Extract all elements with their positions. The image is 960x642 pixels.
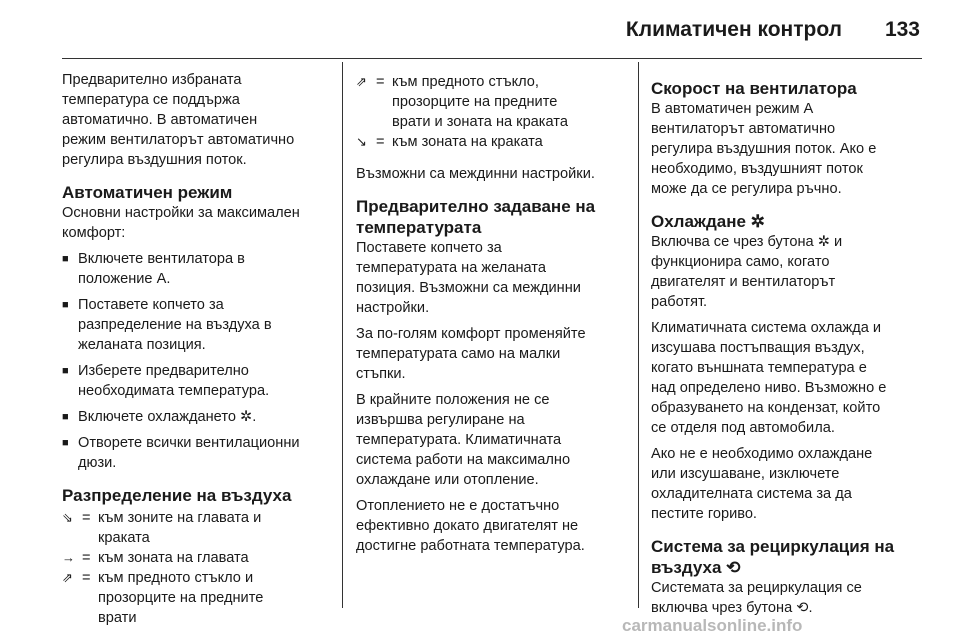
head-airflow-icon: → bbox=[62, 550, 75, 565]
fan-speed-text: В автоматичен режим A вентилаторът автоматично регулира въздушния поток. Ако е необходимо, въздушният поток може да се регулира ръчно. bbox=[651, 101, 877, 197]
cooling-heading: Охлаждане ✲ bbox=[651, 212, 765, 231]
intro-paragraph: Предварително избраната температура се поддържа автоматично. В автоматичен режим вентилаторът автоматично регулира въздушния поток. bbox=[62, 72, 295, 168]
watermark: carmanualsonline.info bbox=[622, 616, 803, 635]
windscreen-airflow-icon: ⇗ bbox=[62, 570, 73, 585]
definition-row bbox=[356, 132, 628, 152]
recirculation-heading: Система за рециркулация на въздуха ⟲ bbox=[651, 537, 895, 577]
column-divider-2 bbox=[638, 62, 639, 608]
air-distribution-list bbox=[62, 508, 334, 628]
air-distribution-list-continued bbox=[356, 72, 628, 152]
cooling-text: Климатичната система охлажда и изсушава постъпващия въздух, когато външната температура е над определено ниво. Възможно е образуването на кондензат, който се отделя под автомобила. bbox=[651, 320, 887, 436]
definition-row bbox=[356, 72, 628, 132]
definition-text: към зоните на главата и краката bbox=[98, 510, 262, 546]
page-number: 133 bbox=[884, 18, 920, 41]
comfort-text: За по-голям комфорт променяйте температурата само на малки стъпки. bbox=[356, 326, 586, 382]
preset-temperature-heading: Предварително задаване на температурата bbox=[356, 197, 596, 237]
definition-row bbox=[62, 568, 334, 628]
intermediate-settings-note: Възможни са междинни настройки. bbox=[356, 166, 595, 182]
step-item: ■ Изберете предварително необходимата температура. bbox=[62, 361, 334, 401]
header-rule bbox=[62, 58, 922, 59]
column-2 bbox=[356, 70, 628, 562]
equals-sign: = bbox=[376, 74, 385, 90]
extreme-positions-text: В крайните положения не се извършва регулиране на температурата. Климатичната система работи на максимално охлаждане или отопление. bbox=[356, 392, 571, 488]
column-1 bbox=[62, 70, 334, 634]
air-distribution-heading: Разпределение на въздуха bbox=[62, 486, 292, 505]
step-item: ■ Отворете всички вентилационни дюзи. bbox=[62, 433, 334, 473]
equals-sign: = bbox=[82, 550, 91, 566]
definition-text: към зоната на краката bbox=[392, 134, 543, 150]
head-feet-airflow-icon: ⇘ bbox=[62, 510, 73, 525]
auto-mode-steps bbox=[62, 249, 334, 473]
page-header-title: Климатичен контрол bbox=[625, 18, 842, 41]
heating-text: Отоплението не е достатъчно ефективно докато двигателят не достигне работната температура. bbox=[356, 498, 585, 554]
step-item: ■ Включете вентилатора в положение A. bbox=[62, 249, 334, 289]
cooling-text: Включва се чрез бутона ✲ и функционира само, когато двигателят и вентилаторът работят. bbox=[651, 234, 843, 310]
recirculation-text: Системата за рециркулация се включва чрез бутона ⟲. bbox=[651, 580, 862, 616]
step-item: ■ Поставете копчето за разпределение на въздуха в желаната позиция. bbox=[62, 295, 334, 355]
windscreen-feet-airflow-icon: ⇗ bbox=[356, 74, 367, 89]
step-item: ■ Включете охлаждането ✲. bbox=[62, 407, 334, 427]
cooling-text: Ако не е необходимо охлаждане или изсушаване, изключете охладителната система за да пестите гориво. bbox=[651, 446, 873, 522]
auto-mode-heading: Автоматичен режим bbox=[62, 183, 233, 202]
definition-text: към зоната на главата bbox=[98, 550, 249, 566]
fan-speed-heading: Скорост на вентилатора bbox=[651, 79, 857, 98]
definition-text: към предното стъкло и прозорците на предните врати bbox=[98, 570, 264, 626]
column-3 bbox=[651, 78, 923, 624]
definition-text: към предното стъкло, прозорците на предните врати и зоната на краката bbox=[392, 74, 568, 130]
definition-row bbox=[62, 508, 334, 548]
equals-sign: = bbox=[82, 510, 91, 526]
definition-row bbox=[62, 548, 334, 568]
preset-temperature-text: Поставете копчето за температурата на желаната позиция. Възможни са междинни настройки. bbox=[356, 240, 581, 316]
equals-sign: = bbox=[82, 570, 91, 586]
auto-mode-text: Основни настройки за максимален комфорт: bbox=[62, 205, 300, 241]
equals-sign: = bbox=[376, 134, 385, 150]
column-divider-1 bbox=[342, 62, 343, 608]
feet-airflow-icon: ↘ bbox=[356, 134, 367, 149]
